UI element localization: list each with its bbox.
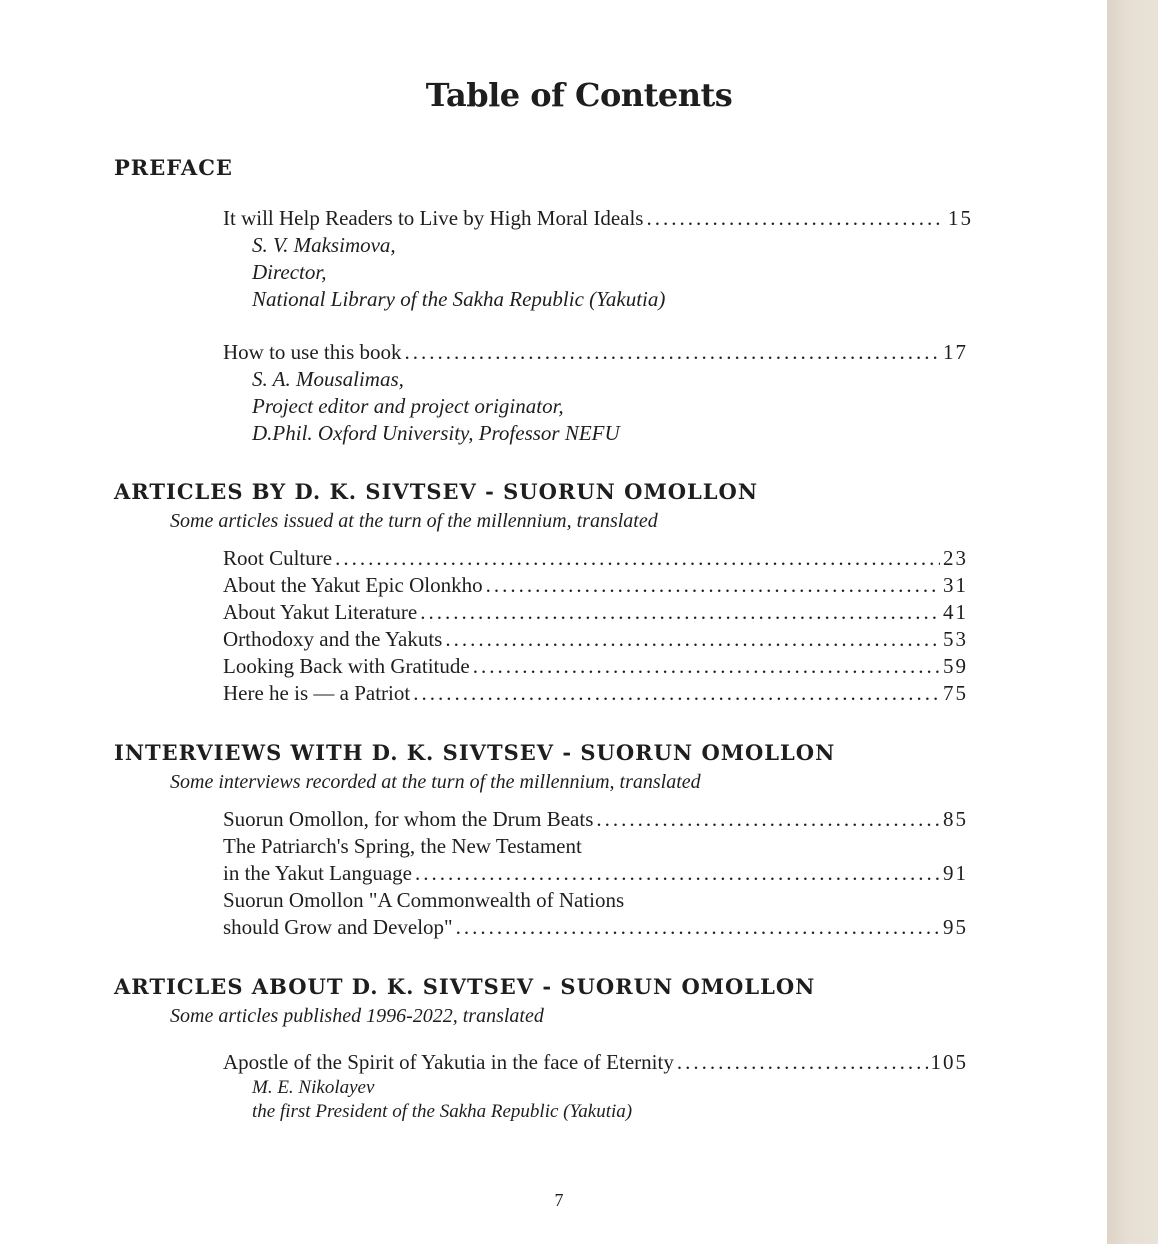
entry-page: 91 xyxy=(943,861,968,885)
dot-leader xyxy=(420,600,940,625)
entry-page: 75 xyxy=(943,681,968,705)
entry-page: 95 xyxy=(943,915,968,939)
author-affiliation: National Library of the Sakha Republic (Yakutia) xyxy=(252,287,666,311)
entry-title: Orthodoxy and the Yakuts xyxy=(223,627,443,651)
dot-leader xyxy=(473,654,940,679)
dot-leader xyxy=(335,546,940,571)
entry-page: 17 xyxy=(943,340,968,364)
entry-title-line: The Patriarch's Spring, the New Testament xyxy=(223,834,582,858)
section-subtitle: Some articles issued at the turn of the millennium, translated xyxy=(170,510,658,532)
page-title: Table of Contents xyxy=(425,76,733,114)
section-heading-preface: PREFACE xyxy=(114,155,233,180)
toc-entry[interactable] xyxy=(223,654,968,679)
dot-leader xyxy=(646,206,945,231)
section-heading-interviews: INTERVIEWS WITH D. K. SIVTSEV - SUORUN OMOLLON xyxy=(114,740,836,765)
toc-entry[interactable] xyxy=(223,681,968,706)
entry-title: Apostle of the Spirit of Yakutia in the face of Eternity xyxy=(223,1050,674,1074)
toc-entry[interactable] xyxy=(223,861,968,886)
dot-leader xyxy=(405,340,941,365)
entry-page: 15 xyxy=(948,206,973,230)
entry-title: It will Help Readers to Live by High Moral Ideals xyxy=(223,206,644,230)
entry-title: should Grow and Develop" xyxy=(223,915,453,939)
toc-entry[interactable] xyxy=(223,915,968,940)
entry-page: 53 xyxy=(943,627,968,651)
author-role: Director, xyxy=(252,260,327,284)
author-name: M. E. Nikolayev xyxy=(252,1077,375,1098)
page-number: 7 xyxy=(554,1190,564,1210)
dot-leader xyxy=(445,627,940,652)
section-subtitle: Some interviews recorded at the turn of the millennium, translated xyxy=(170,771,701,793)
entry-title: How to use this book xyxy=(223,340,402,364)
section-subtitle: Some articles published 1996-2022, translated xyxy=(170,1005,544,1027)
toc-entry[interactable] xyxy=(223,627,968,652)
author-role: Project editor and project originator, xyxy=(252,394,564,418)
toc-entry[interactable] xyxy=(223,600,968,625)
toc-entry[interactable] xyxy=(223,340,968,365)
toc-entry[interactable] xyxy=(223,546,968,571)
author-name: S. A. Mousalimas, xyxy=(252,367,404,391)
author-name: S. V. Maksimova, xyxy=(252,233,396,257)
entry-title: About Yakut Literature xyxy=(223,600,418,624)
dot-leader xyxy=(596,807,940,832)
dot-leader xyxy=(415,861,940,886)
dot-leader xyxy=(456,915,940,940)
page-gutter-shadow xyxy=(1107,0,1158,1244)
toc-entry[interactable] xyxy=(223,807,968,832)
entry-title: About the Yakut Epic Olonkho xyxy=(223,573,483,597)
entry-page: 23 xyxy=(943,546,968,570)
toc-entry[interactable] xyxy=(223,573,968,598)
entry-title: Suorun Omollon, for whom the Drum Beats xyxy=(223,807,594,831)
author-affiliation: the first President of the Sakha Republic (Yakutia) xyxy=(252,1101,633,1122)
entry-title: Root Culture xyxy=(223,546,333,570)
toc-entry[interactable] xyxy=(223,206,973,231)
entry-title: Here he is — a Patriot xyxy=(223,681,411,705)
entry-page: 41 xyxy=(943,600,968,624)
entry-page: 105 xyxy=(930,1050,968,1074)
entry-page: 85 xyxy=(943,807,968,831)
entry-page: 59 xyxy=(943,654,968,678)
dot-leader xyxy=(486,573,940,598)
entry-title-line: Suorun Omollon "A Commonwealth of Nations xyxy=(223,888,625,912)
section-heading-articles-by: ARTICLES BY D. K. SIVTSEV - SUORUN OMOLLON xyxy=(114,479,759,504)
dot-leader xyxy=(677,1050,928,1075)
entry-page: 31 xyxy=(943,573,968,597)
author-affiliation: D.Phil. Oxford University, Professor NEFU xyxy=(252,421,620,445)
entry-title: in the Yakut Language xyxy=(223,861,412,885)
dot-leader xyxy=(413,681,940,706)
entry-title: Looking Back with Gratitude xyxy=(223,654,470,678)
section-heading-articles-about: ARTICLES ABOUT D. K. SIVTSEV - SUORUN OMOLLON xyxy=(114,974,816,999)
toc-entry[interactable] xyxy=(223,1050,968,1075)
